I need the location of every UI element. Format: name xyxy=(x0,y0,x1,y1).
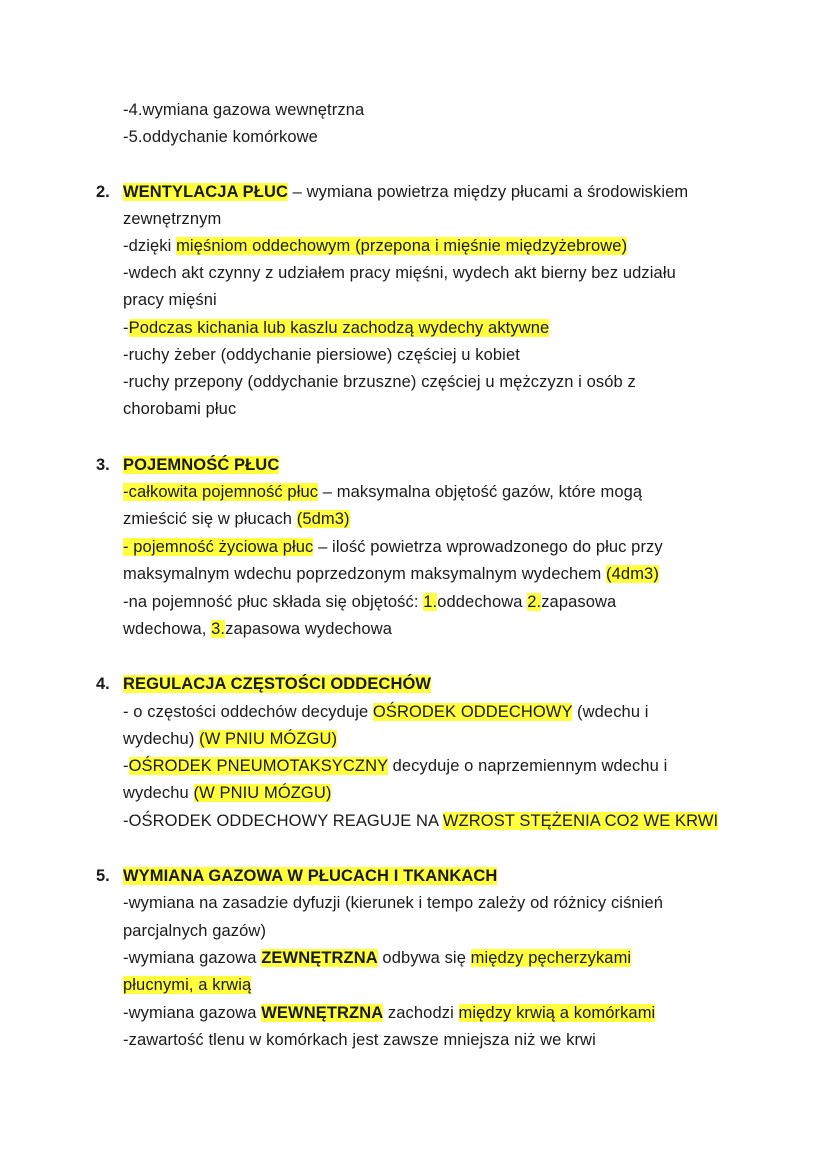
highlighted-text: -całkowita pojemność płuc xyxy=(123,483,319,501)
text-span: – wymiana powietrza między płucami a środowiskiem xyxy=(287,183,689,201)
highlighted-text: płucnymi, a krwią xyxy=(123,976,252,994)
text-line xyxy=(123,233,627,260)
text-span: - xyxy=(123,757,129,775)
text-line xyxy=(123,753,667,780)
highlighted-text: 1. xyxy=(423,593,438,611)
text-line xyxy=(123,808,718,835)
text-span: -na pojemność płuc składa się objętość: xyxy=(123,593,424,611)
text-line: pracy mięśni xyxy=(123,291,217,309)
intro-line: -5.oddychanie komórkowe xyxy=(123,128,318,146)
section-number: 5. xyxy=(96,867,110,885)
text-span: - o częstości oddechów decyduje xyxy=(123,703,373,721)
highlighted-text: - pojemność życiowa płuc xyxy=(123,538,314,556)
text-line xyxy=(123,479,642,506)
section-number: 4. xyxy=(96,675,110,693)
section-title: POJEMNOŚĆ PŁUC xyxy=(123,456,280,474)
text-line: chorobami płuc xyxy=(123,400,237,418)
highlighted-text: WZROST STĘŻENIA CO2 WE KRWI xyxy=(442,812,719,830)
text-span: oddechowa xyxy=(437,593,528,611)
text-span: wydechu) xyxy=(123,730,200,748)
text-span: zachodzi xyxy=(383,1004,459,1022)
text-line xyxy=(123,534,663,561)
text-line: zewnętrznym xyxy=(123,210,222,228)
text-line xyxy=(123,589,616,616)
text-span: -wymiana gazowa xyxy=(123,1004,262,1022)
text-span: -OŚRODEK ODDECHOWY REAGUJE NA xyxy=(123,812,443,830)
text-line: -ruchy żeber (oddychanie piersiowe) częściej u kobiet xyxy=(123,346,520,364)
text-line xyxy=(123,561,659,588)
text-line xyxy=(123,699,649,726)
intro-line: -4.wymiana gazowa wewnętrzna xyxy=(123,101,365,119)
text-line xyxy=(123,726,337,753)
section-heading xyxy=(123,863,497,890)
highlighted-text: OŚRODEK PNEUMOTAKSYCZNY xyxy=(128,757,388,775)
highlighted-text: (W PNIU MÓZGU) xyxy=(193,784,332,802)
highlighted-bold-text: WEWNĘTRZNA xyxy=(261,1004,384,1022)
text-span: wydechu xyxy=(123,784,194,802)
section-title: REGULACJA CZĘSTOŚCI ODDECHÓW xyxy=(123,675,432,693)
highlighted-bold-text: ZEWNĘTRZNA xyxy=(261,949,378,967)
text-line xyxy=(123,780,331,807)
text-span: odbywa się xyxy=(377,949,471,967)
text-line xyxy=(123,506,350,533)
highlighted-text: OŚRODEK ODDECHOWY xyxy=(372,703,573,721)
text-line: -ruchy przepony (oddychanie brzuszne) częściej u mężczyzn i osób z xyxy=(123,373,636,391)
text-line xyxy=(123,616,392,643)
text-line: -wymiana na zasadzie dyfuzji (kierunek i tempo zależy od różnicy ciśnień xyxy=(123,894,664,912)
highlighted-text: mięśniom oddechowym (przepona i mięśnie międzyżebrowe) xyxy=(176,237,628,255)
highlighted-text: 2. xyxy=(527,593,542,611)
text-span: -dzięki xyxy=(123,237,177,255)
text-span: -wymiana gazowa xyxy=(123,949,262,967)
section-heading xyxy=(123,452,279,479)
section-title: WENTYLACJA PŁUC xyxy=(123,183,288,201)
text-line xyxy=(123,972,251,999)
highlighted-text: Podczas kichania lub kaszlu zachodzą wydechy aktywne xyxy=(128,319,550,337)
section-title: WYMIANA GAZOWA W PŁUCACH I TKANKACH xyxy=(123,867,498,885)
text-span: – ilość powietrza wprowadzonego do płuc przy xyxy=(313,538,663,556)
text-span: wdechowa, xyxy=(123,620,212,638)
text-span: zapasowa xyxy=(541,593,617,611)
text-line xyxy=(123,945,631,972)
text-span: – maksymalna objętość gazów, które mogą xyxy=(318,483,643,501)
text-line: -wdech akt czynny z udziałem pracy mięśni, wydech akt bierny bez udziału xyxy=(123,264,676,282)
text-span: (wdechu i xyxy=(572,703,649,721)
text-line: -zawartość tlenu w komórkach jest zawsze mniejsza niż we krwi xyxy=(123,1031,596,1049)
text-line: parcjalnych gazów) xyxy=(123,922,267,940)
highlighted-text: między pęcherzykami xyxy=(470,949,632,967)
section-heading xyxy=(123,671,431,698)
highlighted-text: między krwią a komórkami xyxy=(458,1004,656,1022)
highlighted-text: (5dm3) xyxy=(296,510,350,528)
highlighted-text: (4dm3) xyxy=(606,565,659,583)
text-span: - xyxy=(123,319,129,337)
section-number: 2. xyxy=(96,183,110,201)
text-line xyxy=(123,1000,655,1027)
text-span: maksymalnym wdechu poprzedzonym maksymalnym wydechem xyxy=(123,565,607,583)
highlighted-text: 3. xyxy=(211,620,226,638)
section-heading xyxy=(123,179,688,206)
text-span: decyduje o naprzemiennym wdechu i xyxy=(387,757,668,775)
section-number: 3. xyxy=(96,456,110,474)
text-span: zapasowa wydechowa xyxy=(225,620,393,638)
text-line xyxy=(123,315,549,342)
highlighted-text: (W PNIU MÓZGU) xyxy=(199,730,338,748)
text-span: zmieścić się w płucach xyxy=(123,510,297,528)
